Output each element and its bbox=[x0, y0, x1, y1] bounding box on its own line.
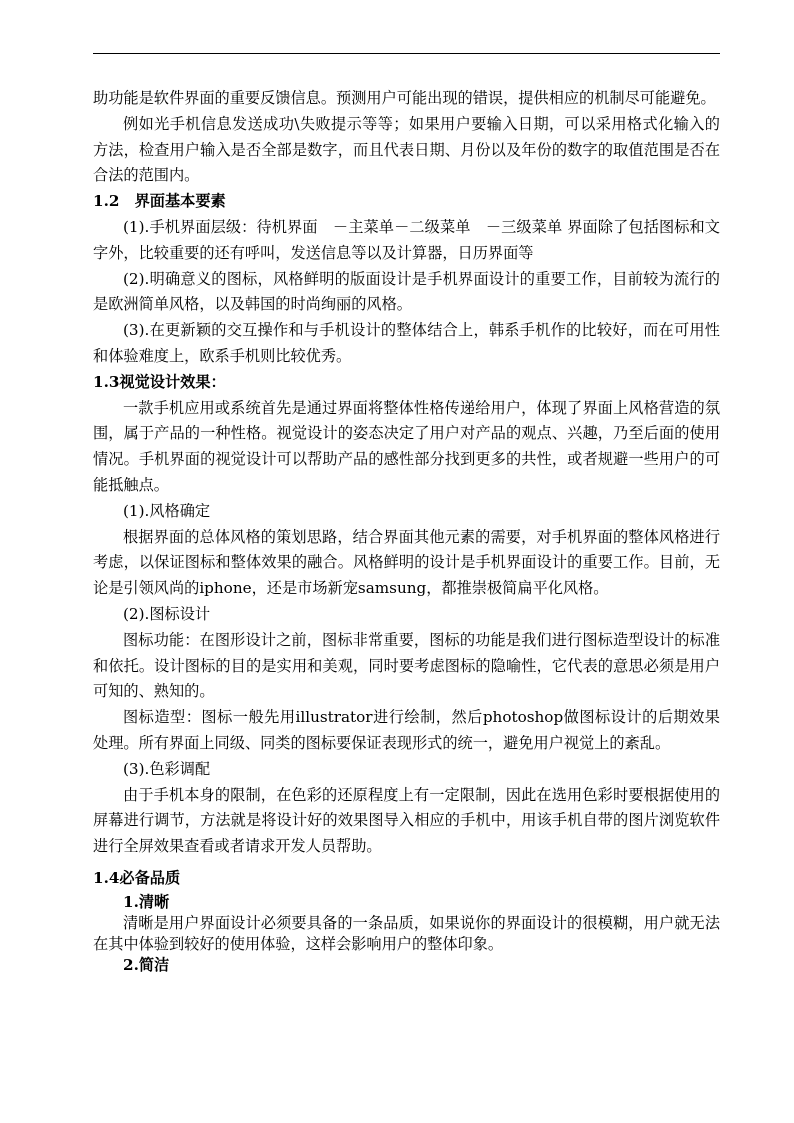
paragraph: (2).图标设计 bbox=[123, 604, 211, 623]
paragraph: (1).手机界面层级：待机界面 －主菜单－二级菜单 －三级菜单 界面除了包括图标和文字外，比较重要的还有呼叫，发送信息等以及计算器，日历界面等 bbox=[93, 217, 720, 262]
document-body bbox=[93, 86, 720, 976]
paragraph: 图标造型：图标一般先用illustrator进行绘制，然后photoshop做图标设计的后期效果处理。所有界面上同级、同类的图标要保证表现形式的统一，避免用户视觉上的紊乱。 bbox=[93, 708, 720, 752]
paragraph: 一款手机应用或系统首先是通过界面将整体性格传递给用户，体现了界面上风格营造的氛围，属于产品的一种性格。视觉设计的姿态决定了用户对产品的观点、兴趣，乃至后面的使用情况。手机界面的视觉设计可以帮助产品的感性部分找到更多的共性，或者规避一些用户的可能抵触点。 bbox=[93, 398, 720, 494]
paragraph: (3).在更新颖的交互操作和与手机设计的整体结合上，韩系手机作的比较好，而在可用性和体验难度上，欧系手机则比较优秀。 bbox=[93, 321, 720, 365]
paragraph: 图标功能：在图形设计之前，图标非常重要，图标的功能是我们进行图标造型设计的标准和依托。设计图标的目的是实用和美观，同时要考虑图标的隐喻性，它代表的意思必须是用户可知的、熟知的。 bbox=[93, 630, 720, 701]
section-heading: 1.2 界面基本要素 bbox=[93, 192, 226, 211]
quality-list bbox=[93, 892, 720, 976]
paragraph: (2).明确意义的图标，风格鲜明的版面设计是手机界面设计的重要工作，目前较为流行的是欧洲简单风格，以及韩国的时尚绚丽的风格。 bbox=[93, 269, 720, 314]
paragraph: (3).色彩调配 bbox=[123, 759, 211, 778]
paragraph: 例如光手机信息发送成功\失败提示等等；如果用户要输入日期，可以采用格式化输入的方法，检查用户输入是否全部是数字，而且代表日期、月份以及年份的数字的取值范围是否在合法的范围内。 bbox=[93, 114, 720, 185]
paragraph: (1).风格确定 bbox=[123, 501, 211, 520]
paragraph: 由于手机本身的限制，在色彩的还原程度上有一定限制，因此在选用色彩时要根据使用的屏幕进行调节，方法就是将设计好的效果图导入相应的手机中，用该手机自带的图片浏览软件进行全屏效果查看或者请求开发人员帮助。 bbox=[93, 785, 720, 856]
paragraph: 根据界面的总体风格的策划思路，结合界面其他元素的需要，对手机界面的整体风格进行考虑，以保证图标和整体效果的融合。风格鲜明的设计是手机界面设计的重要工作。目前，无论是引领风尚的iphone，还是市场新宠samsung，都推崇极简扁平化风格。 bbox=[93, 527, 720, 598]
subheading: 1.清晰 bbox=[123, 892, 170, 911]
header-rule bbox=[93, 53, 720, 54]
paragraph: 清晰是用户界面设计必须要具备的一条品质，如果说你的界面设计的很模糊，用户就无法在其中体验到较好的使用体验，这样会影响用户的整体印象。 bbox=[93, 913, 720, 953]
section-heading: 1.3视觉设计效果： bbox=[93, 372, 226, 391]
section-heading: 1.4必备品质 bbox=[93, 868, 181, 887]
subheading: 2.简洁 bbox=[123, 955, 170, 974]
paragraph: 助功能是软件界面的重要反馈信息。预测用户可能出现的错误，提供相应的机制尽可能避免。 bbox=[93, 89, 716, 107]
